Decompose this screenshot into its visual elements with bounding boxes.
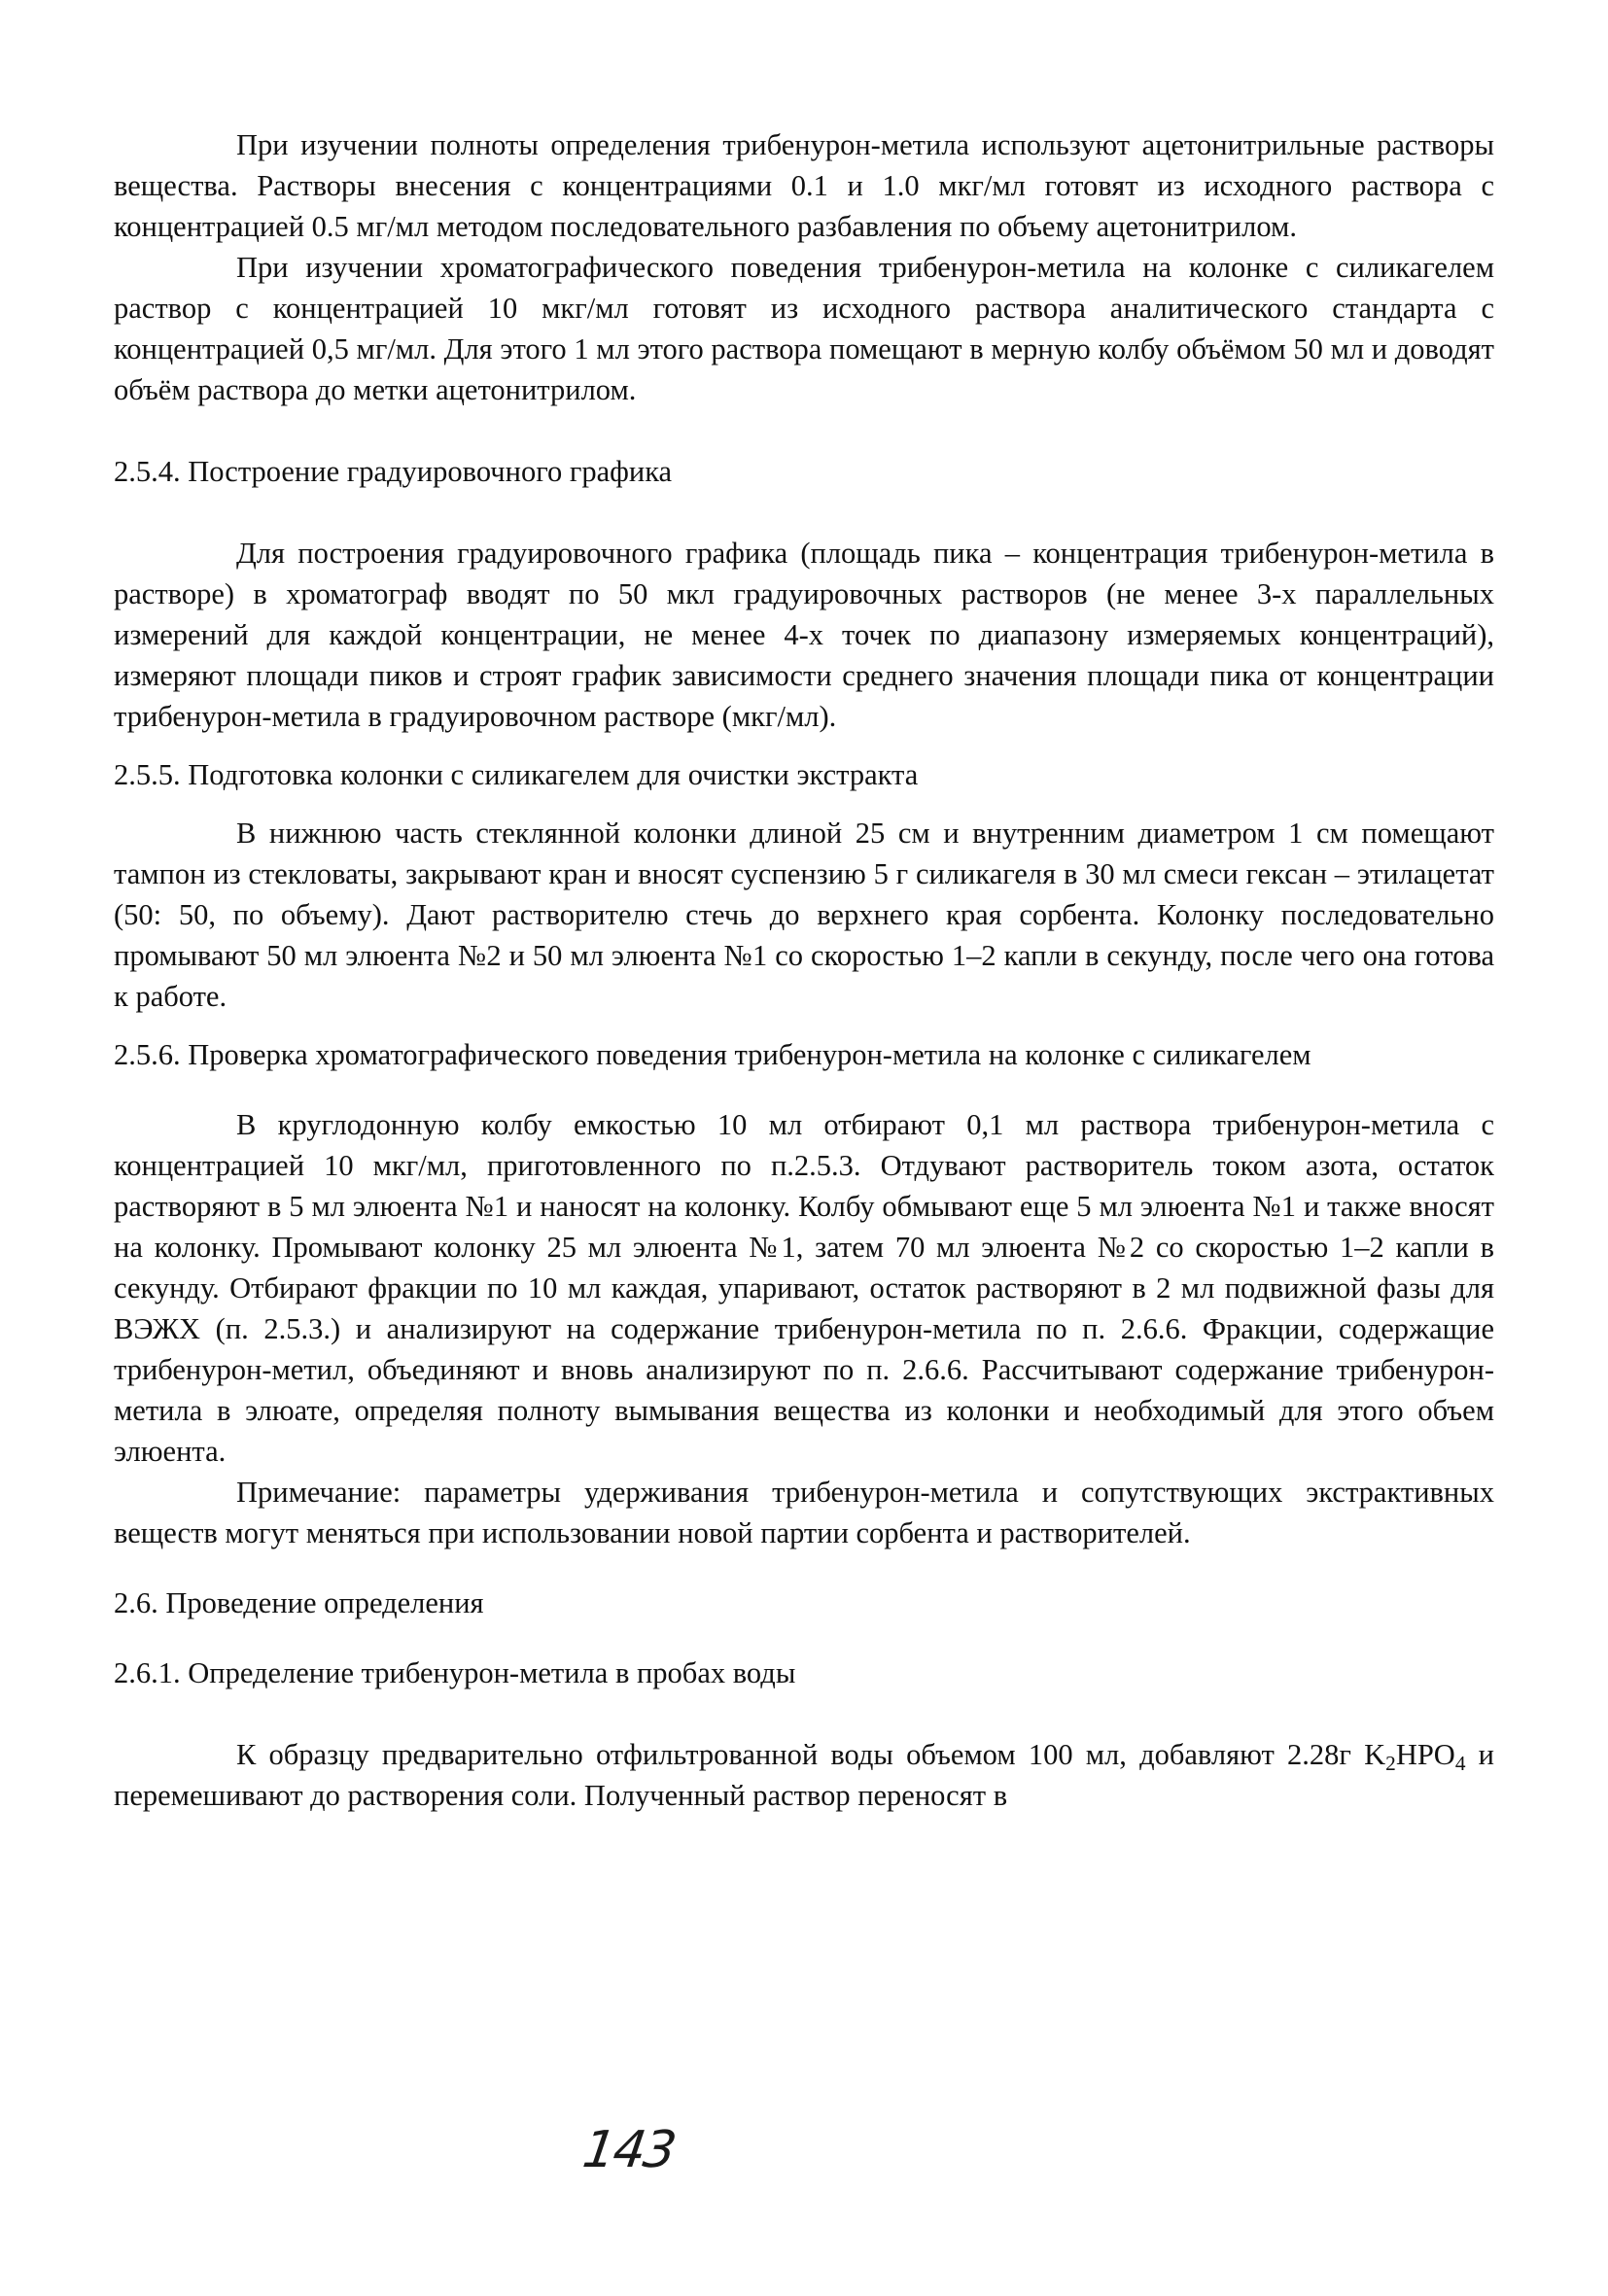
section-heading-2-6-1: 2.6.1. Определение трибенурон-метила в пробах воды [114,1656,796,1689]
paragraph-chromatographic-check: В круглодонную колбу емкостью 10 мл отбирают 0,1 мл раствора трибенурон-метила с концентрацией 10 мкг/мл, приготовленного по п.2.5.3. Отдувают растворитель током азота, остаток растворяют в 5 мл элюента №1 и наносят на колонку. Колбу обмывают еще 5 мл элюента №1 и также вносят на колонку. Промывают колонку 25 мл элюента №1, затем 70 мл элюента №2 со скоростью 1–2 капли в секунду. Отбирают фракции по 10 мл каждая, упаривают, остаток растворяют в 2 мл подвижной фазы для ВЭЖХ (п. 2.5.3.) и анализируют на содержание трибенурон-метила по п. 2.6.6. Фракции, содержащие трибенурон-метил, объединяют и вновь анализируют по п. 2.6.6. Рассчитывают содержание трибенурон-метила в элюате, определяя полноту вымывания вещества из колонки и необходимый для этого объем элюента. [114,1108,1494,1468]
section-heading-2-6: 2.6. Проведение определения [114,1586,484,1619]
water-samples-text-end: и перемешивают до растворения соли. Полученный раствор переносят в [114,1738,1494,1812]
paragraph-column-preparation: В нижнюю часть стеклянной колонки длиной 25 см и внутренним диаметром 1 см помещают тампон из стекловаты, закрывают кран и вносят суспензию 5 г силикагеля в 30 мл смеси гексан – этилацетат (50: 50, по объему). Дают растворителю стечь до верхнего края сорбента. Колонку последовательно промывают 50 мл элюента №2 и 50 мл элюента №1 со скоростью 1–2 капли в секунду, после чего она готова к работе. [114,817,1494,1013]
spacer [114,737,1494,754]
section-heading-2-5-4: 2.5.4. Построение градуировочного графика [114,455,673,488]
section-heading-2-5-6: 2.5.6. Проверка хроматографического поведения трибенурон-метила на колонке с силикагелем [114,1038,1311,1071]
spacer [114,1553,1494,1583]
formula-hpo: HPO [1395,1738,1455,1771]
paragraph-calibration-graph: Для построения градуировочного графика (площадь пика – концентрация трибенурон-метила в растворе) в хроматограф вводят по 50 мкл градуировочных растворов (не менее 3-х параллельных измерений для каждой концентрации, не менее 4-х точек по диапазону измеряемых концентраций), измеряют площади пиков и строят график зависимости среднего значения площади пика от концентрации трибенурон-метила в градуировочном растворе (мкг/мл). [114,537,1494,733]
paragraph-completeness-solutions: При изучении полноты определения трибенурон-метила используют ацетонитрильные растворы вещества. Растворы внесения с концентрациями 0.1 и 1.0 мкг/мл готовят из исходного раствора с концентрацией 0.5 мг/мл методом последовательного разбавления по объему ацетонитрилом. [114,128,1494,243]
formula-subscript-2: 2 [1385,1752,1396,1775]
spacer [114,1623,1494,1652]
spacer [114,1075,1494,1104]
formula-subscript-4: 4 [1454,1752,1466,1775]
handwritten-page-number: 143 [578,2121,679,2179]
spacer [114,1693,1494,1734]
paragraph-note: Примечание: параметры удерживания трибенурон-метила и сопутствующих экстрактивных веществ могут меняться при использовании новой партии сорбента и растворителей. [114,1476,1494,1549]
spacer [114,795,1494,813]
spacer [114,410,1494,451]
section-heading-2-5-5: 2.5.5. Подготовка колонки с силикагелем для очистки экстракта [114,758,919,791]
paragraph-water-samples [114,1734,1494,1816]
water-samples-text-start: К образцу предварительно отфильтрованной воды объемом 100 мл, добавляют 2.28г K [236,1738,1386,1771]
spacer [114,1017,1494,1034]
paragraph-silica-column-solution: При изучении хроматографического поведения трибенурон-метила на колонке с силикагелем раствор с концентрацией 10 мкг/мл готовят из исходного раствора аналитического стандарта с концентрацией 0,5 мг/мл. Для этого 1 мл этого раствора помещают в мерную колбу объёмом 50 мл и доводят объём раствора до метки ацетонитрилом. [114,251,1494,406]
spacer [114,492,1494,533]
